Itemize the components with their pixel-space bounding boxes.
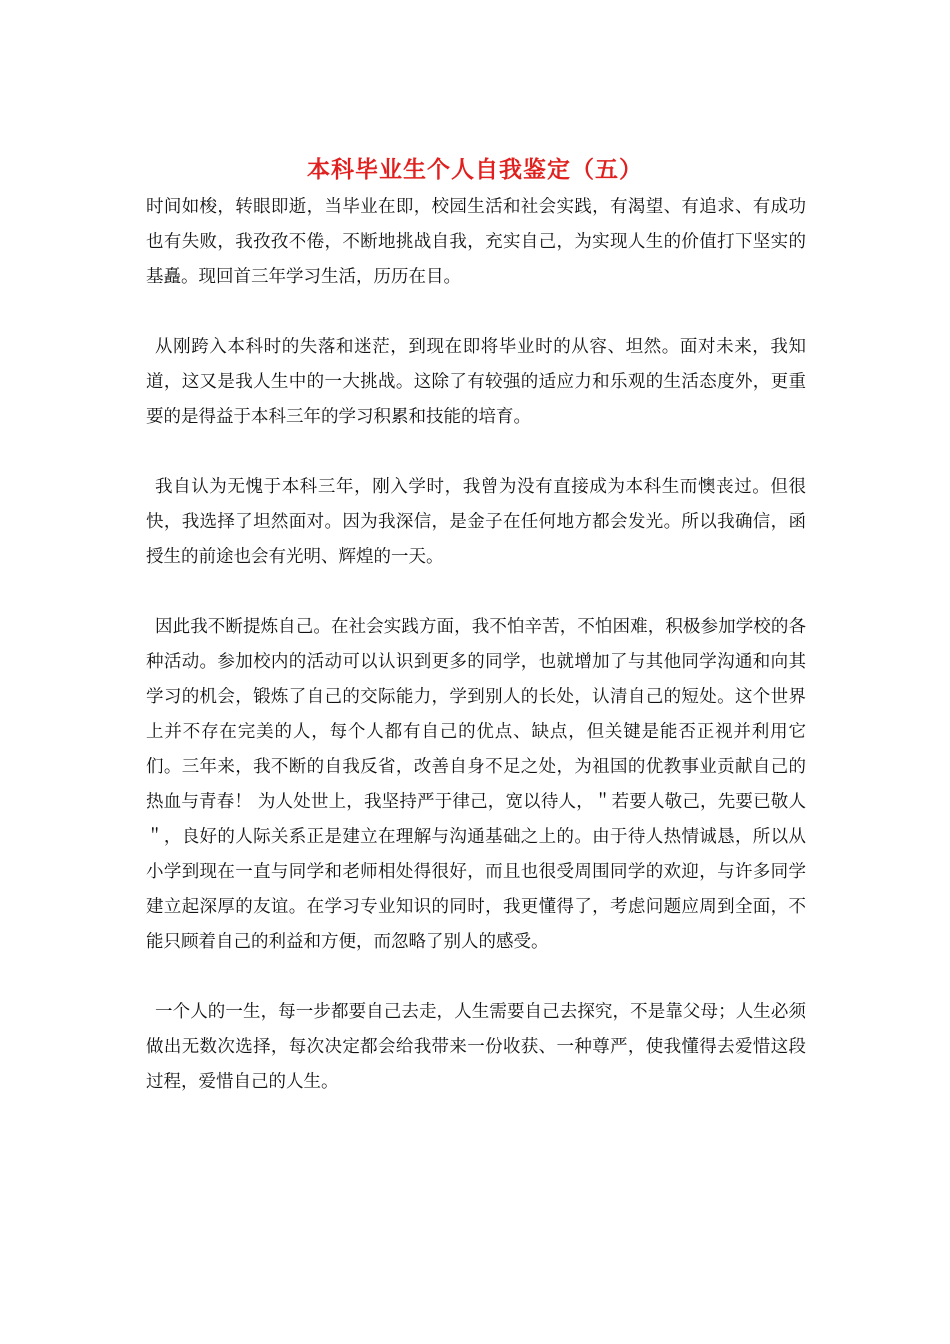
paragraph-3: 我自认为无愧于本科三年，刚入学时，我曾为没有直接成为本科生而懊丧过。但很快，我选择了坦然面对。因为我深信，是金子在任何地方都会发光。所以我确信，函授生的前途也会有光明、辉煌的一天。 [146, 477, 806, 567]
document-title: 本科毕业生个人自我鉴定（五） [307, 157, 643, 183]
paragraph-5: 一个人的一生，每一步都要自己去走，人生需要自己去探究，不是靠父母；人生必须做出无数次选择，每次决定都会给我带来一份收获、一种尊严，使我懂得去爱惜这段过程，爱惜自己的人生。 [146, 1002, 806, 1092]
paragraph-4: 因此我不断提炼自己。在社会实践方面，我不怕辛苦，不怕困难，积极参加学校的各种活动。参加校内的活动可以认识到更多的同学，也就增加了与其他同学沟通和向其学习的机会，锻炼了自己的交际能力，学到别人的长处，认清自己的短处。这个世界上并不存在完美的人，每个人都有自己的优点、缺点，但关键是能否正视并利用它们。三年来，我不断的自我反省，改善自身不足之处，为祖国的优教事业贡献自己的热血与青春！ 为人处世上，我坚持严于律己，宽以待人，＂若要人敬己，先要已敬人＂，良好的人际关系正是建立在理解与沟通基础之上的。由于待人热情诚恳，所以从小学到现在一直与同学和老师相处得很好，而且也很受周围同学的欢迎，与许多同学建立起深厚的友谊。在学习专业知识的同时，我更懂得了，考虑问题应周到全面，不能只顾着自己的利益和方便，而忽略了别人的感受。 [146, 617, 806, 952]
paragraph-1: 时间如梭，转眼即逝，当毕业在即，校园生活和社会实践，有渴望、有追求、有成功也有失败，我孜孜不倦，不断地挑战自我，充实自己，为实现人生的价值打下坚实的基矗。现回首三年学习生活，历历在目。 [146, 197, 806, 287]
paragraph-2: 从刚跨入本科时的失落和迷茫，到现在即将毕业时的从容、坦然。面对未来，我知道，这又是我人生中的一大挑战。这除了有较强的适应力和乐观的生活态度外，更重要的是得益于本科三年的学习积累和技能的培育。 [146, 337, 806, 427]
document-body [146, 190, 806, 1135]
